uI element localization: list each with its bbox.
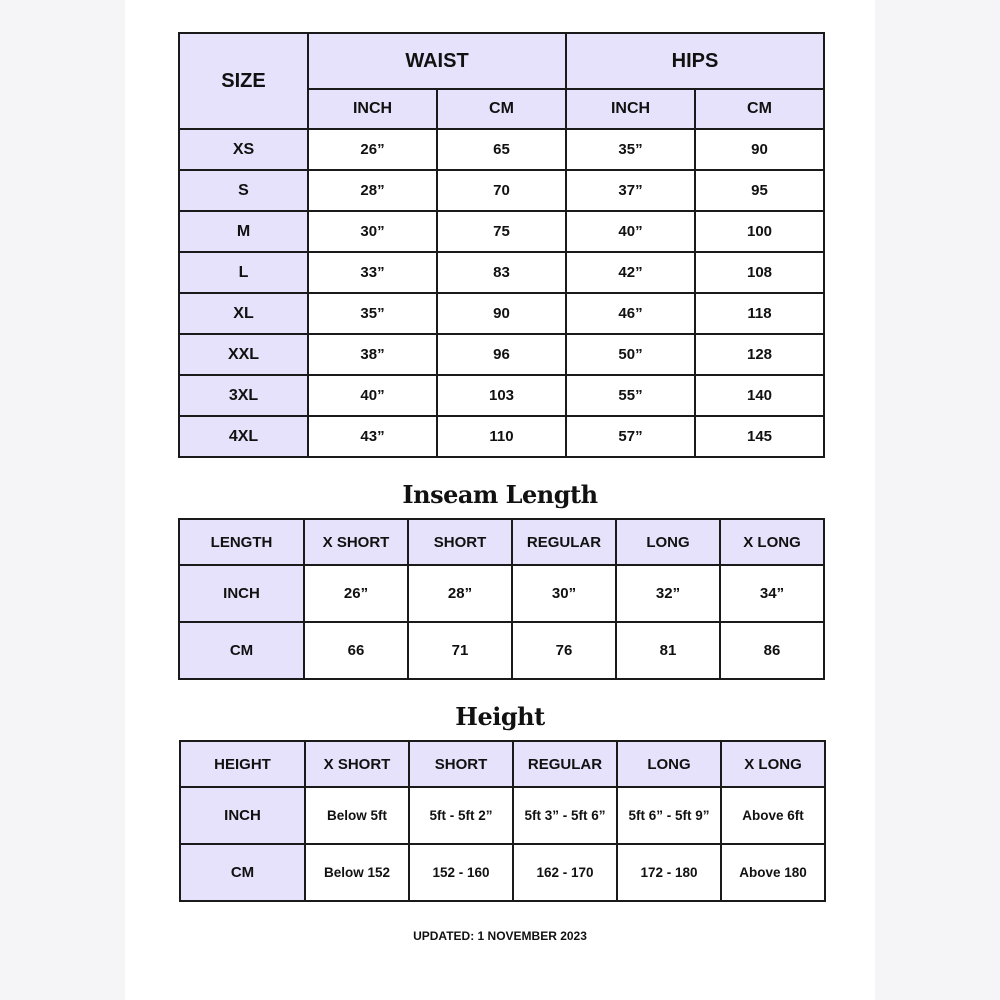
size-label: XS (179, 129, 308, 170)
size-label: 3XL (179, 375, 308, 416)
waist-cm-header: CM (437, 89, 566, 129)
hips-inch-value: 57” (566, 416, 695, 457)
size-row (179, 416, 824, 457)
height-value: 5ft - 5ft 2” (409, 787, 513, 844)
inseam-value: 81 (616, 622, 720, 679)
inseam-header-cell: LONG (616, 519, 720, 565)
inseam-row (179, 622, 824, 679)
waist-cm-value: 83 (437, 252, 566, 293)
waist-inch-value: 43” (308, 416, 437, 457)
hips-inch-value: 35” (566, 129, 695, 170)
size-label: L (179, 252, 308, 293)
height-value: Above 6ft (721, 787, 825, 844)
hips-cm-value: 100 (695, 211, 824, 252)
height-header-cell: X LONG (721, 741, 825, 787)
hips-cm-value: 145 (695, 416, 824, 457)
waist-cm-value: 65 (437, 129, 566, 170)
height-row (180, 787, 825, 844)
height-header-cell: LONG (617, 741, 721, 787)
size-label: M (179, 211, 308, 252)
size-row (179, 170, 824, 211)
size-row (179, 375, 824, 416)
height-row (180, 844, 825, 901)
waist-cm-value: 70 (437, 170, 566, 211)
height-header-cell: X SHORT (305, 741, 409, 787)
inseam-value: 30” (512, 565, 616, 622)
hips-inch-header: INCH (566, 89, 695, 129)
height-header-cell: REGULAR (513, 741, 617, 787)
size-label: S (179, 170, 308, 211)
inseam-value: 86 (720, 622, 824, 679)
inseam-value: 71 (408, 622, 512, 679)
hips-cm-value: 90 (695, 129, 824, 170)
height-value: 5ft 3” - 5ft 6” (513, 787, 617, 844)
height-value: Below 5ft (305, 787, 409, 844)
hips-cm-value: 108 (695, 252, 824, 293)
height-value: 162 - 170 (513, 844, 617, 901)
waist-cm-value: 96 (437, 334, 566, 375)
waist-inch-value: 30” (308, 211, 437, 252)
hips-cm-value: 95 (695, 170, 824, 211)
height-header-cell: HEIGHT (180, 741, 305, 787)
height-value: 5ft 6” - 5ft 9” (617, 787, 721, 844)
hips-cm-header: CM (695, 89, 824, 129)
size-row (179, 252, 824, 293)
hips-header: HIPS (566, 33, 824, 89)
inseam-row-label: CM (179, 622, 304, 679)
waist-inch-value: 38” (308, 334, 437, 375)
waist-cm-value: 103 (437, 375, 566, 416)
waist-inch-value: 26” (308, 129, 437, 170)
height-value: 152 - 160 (409, 844, 513, 901)
inseam-value: 32” (616, 565, 720, 622)
inseam-value: 76 (512, 622, 616, 679)
height-value: 172 - 180 (617, 844, 721, 901)
hips-cm-value: 118 (695, 293, 824, 334)
waist-header: WAIST (308, 33, 566, 89)
waist-inch-value: 40” (308, 375, 437, 416)
waist-inch-header: INCH (308, 89, 437, 129)
size-label: XXL (179, 334, 308, 375)
waist-inch-value: 33” (308, 252, 437, 293)
inseam-length-table (178, 518, 825, 680)
inseam-value: 66 (304, 622, 408, 679)
inseam-value: 26” (304, 565, 408, 622)
size-label: 4XL (179, 416, 308, 457)
inseam-header-cell: LENGTH (179, 519, 304, 565)
hips-inch-value: 55” (566, 375, 695, 416)
hips-cm-value: 140 (695, 375, 824, 416)
inseam-length-title: Inseam Length (402, 480, 598, 509)
height-table (179, 740, 826, 902)
inseam-row (179, 565, 824, 622)
size-row (179, 129, 824, 170)
size-chart-table (178, 32, 825, 458)
waist-cm-value: 110 (437, 416, 566, 457)
height-title: Height (455, 702, 545, 731)
hips-inch-value: 42” (566, 252, 695, 293)
hips-inch-value: 46” (566, 293, 695, 334)
inseam-header-cell: REGULAR (512, 519, 616, 565)
height-row-label: CM (180, 844, 305, 901)
waist-inch-value: 28” (308, 170, 437, 211)
inseam-value: 28” (408, 565, 512, 622)
height-value: Above 180 (721, 844, 825, 901)
height-value: Below 152 (305, 844, 409, 901)
inseam-row-label: INCH (179, 565, 304, 622)
inseam-header-cell: SHORT (408, 519, 512, 565)
height-header-cell: SHORT (409, 741, 513, 787)
size-row (179, 293, 824, 334)
hips-inch-value: 50” (566, 334, 695, 375)
inseam-value: 34” (720, 565, 824, 622)
hips-inch-value: 40” (566, 211, 695, 252)
size-header: SIZE (179, 33, 308, 129)
waist-inch-value: 35” (308, 293, 437, 334)
height-row-label: INCH (180, 787, 305, 844)
inseam-header-cell: X SHORT (304, 519, 408, 565)
size-label: XL (179, 293, 308, 334)
size-row (179, 211, 824, 252)
inseam-header-cell: X LONG (720, 519, 824, 565)
waist-cm-value: 90 (437, 293, 566, 334)
waist-cm-value: 75 (437, 211, 566, 252)
size-row (179, 334, 824, 375)
hips-cm-value: 128 (695, 334, 824, 375)
hips-inch-value: 37” (566, 170, 695, 211)
updated-date: UPDATED: 1 NOVEMBER 2023 (413, 929, 587, 943)
